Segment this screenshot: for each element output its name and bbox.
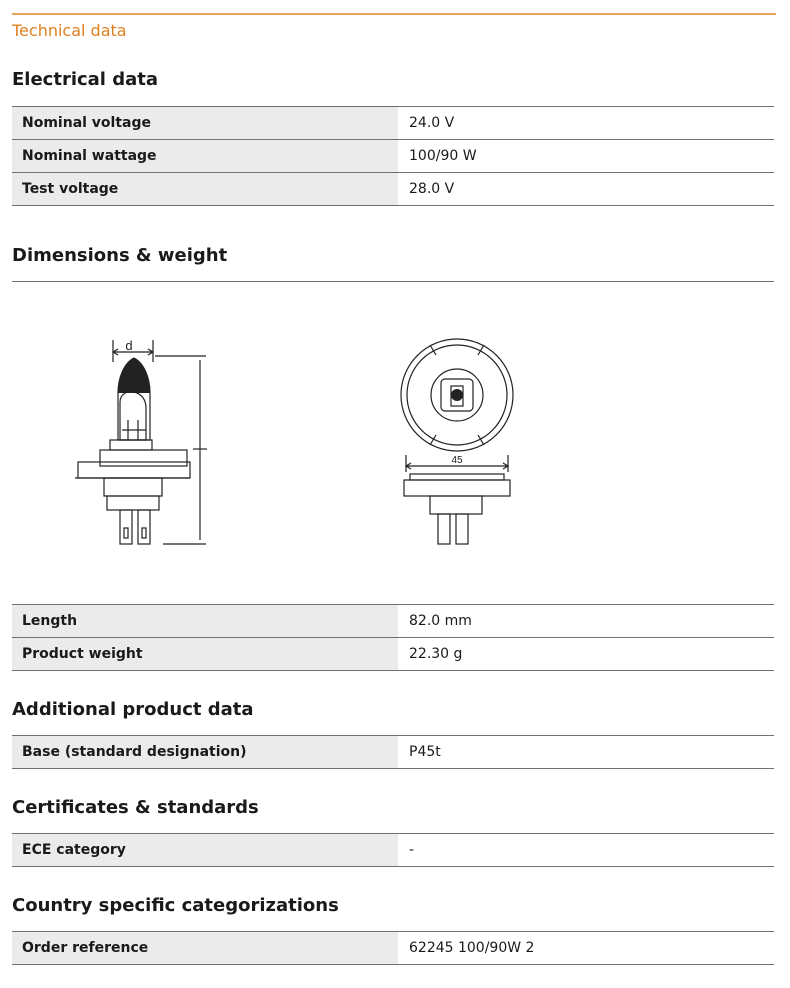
certificates-table bbox=[12, 833, 774, 867]
table-row bbox=[12, 605, 774, 638]
row-label: Length bbox=[12, 605, 398, 638]
diameter-label: d bbox=[125, 338, 133, 353]
row-label: Order reference bbox=[12, 932, 398, 965]
page-title: Technical data bbox=[12, 21, 127, 40]
row-label: Nominal voltage bbox=[12, 107, 398, 140]
section-heading-additional: Additional product data bbox=[12, 699, 254, 720]
section-heading-certificates: Certificates & standards bbox=[12, 797, 259, 818]
section-heading-country: Country specific categorizations bbox=[12, 895, 339, 916]
table-row bbox=[12, 107, 774, 140]
row-value: 62245 100/90W 2 bbox=[398, 932, 774, 965]
table-row bbox=[12, 173, 774, 206]
table-row bbox=[12, 834, 774, 867]
row-label: Nominal wattage bbox=[12, 140, 398, 173]
table-row bbox=[12, 932, 774, 965]
row-value: P45t bbox=[398, 736, 774, 769]
row-value: 24.0 V bbox=[398, 107, 774, 140]
row-value: 28.0 V bbox=[398, 173, 774, 206]
row-label: Base (standard designation) bbox=[12, 736, 398, 769]
dimensions-table bbox=[12, 604, 774, 671]
top-accent-rule bbox=[12, 13, 776, 15]
section-heading-dimensions: Dimensions & weight bbox=[12, 245, 228, 266]
row-value: 22.30 g bbox=[398, 638, 774, 671]
country-table bbox=[12, 931, 774, 965]
lamp-front-view bbox=[401, 339, 513, 544]
row-label: Product weight bbox=[12, 638, 398, 671]
row-value: 100/90 W bbox=[398, 140, 774, 173]
bulb-cap-shading bbox=[118, 358, 150, 393]
front-center-contact bbox=[451, 389, 463, 401]
row-value: - bbox=[398, 834, 774, 867]
row-label: Test voltage bbox=[12, 173, 398, 206]
table-row bbox=[12, 638, 774, 671]
section-heading-electrical: Electrical data bbox=[12, 69, 159, 90]
electrical-table bbox=[12, 106, 774, 206]
width-label: 45 bbox=[451, 455, 463, 466]
row-label: ECE category bbox=[12, 834, 398, 867]
section-divider bbox=[12, 281, 774, 282]
table-row bbox=[12, 140, 774, 173]
additional-table bbox=[12, 735, 774, 769]
table-row bbox=[12, 736, 774, 769]
row-value: 82.0 mm bbox=[398, 605, 774, 638]
lamp-dimension-drawing bbox=[0, 300, 790, 590]
